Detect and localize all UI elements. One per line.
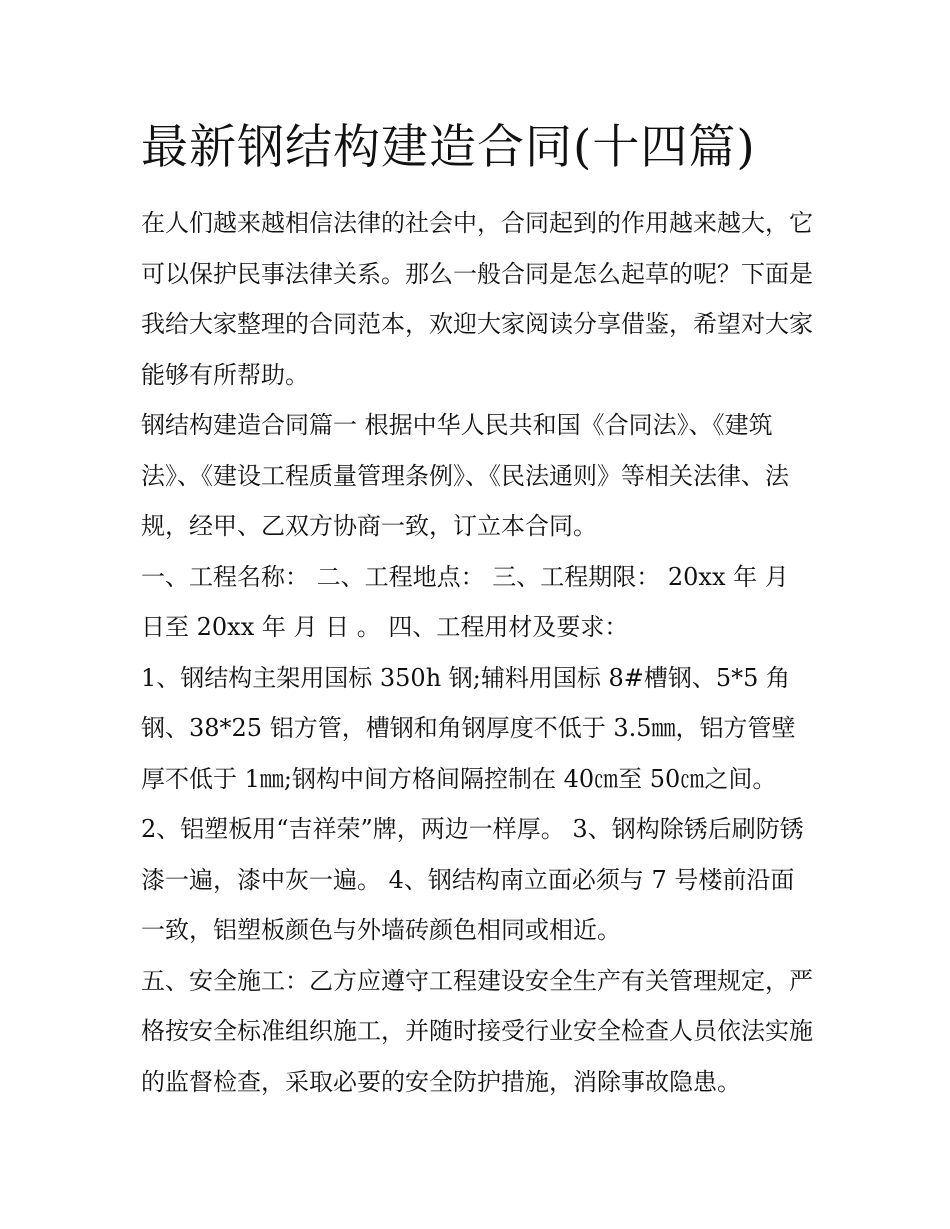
paragraph-panel-requirements: 2、铝塑板用“吉祥荣”牌，两边一样厚。 3、钢构除锈后刷防锈漆一遍，漆中灰一遍。 4、钢结构南立面必须与 7 号楼前沿面一致，铝塑板颜色与外墙砖颜色相同或相近。 [141, 815, 804, 944]
paragraph-project-info: 一、工程名称： 二、工程地点： 三、工程期限： 20xx 年 月 日至 20xx 年 月 日 。 四、工程用材及要求： [141, 562, 789, 641]
paragraph-contract-basis: 钢结构建造合同篇一 根据中华人民共和国《合同法》、《建筑法》、《建设工程质量管理条例》、《民法通则》等相关法律、法规，经甲、乙双方协商一致，订立本合同。 [141, 411, 789, 540]
paragraph-intro: 在人们越来越相信法律的社会中，合同起到的作用越来越大，它可以保护民事法律关系。那么一般合同是怎么起草的呢？下面是我给大家整理的合同范本，欢迎大家阅读分享借鉴，希望对大家能够有所帮助。 [141, 209, 813, 389]
paragraph-steel-materials: 1、钢结构主架用国标 350h 钢;辅料用国标 8#槽钢、5*5 角钢、38*25 铝方管，槽钢和角钢厚度不低于 3.5㎜，铝方管壁厚不低于 1㎜;钢构中间方格间隔控制在 40㎝至 50㎝之间。 [141, 663, 796, 793]
document-title: 最新钢结构建造合同(十四篇) [141, 120, 756, 175]
paragraph-safety-construction: 五、安全施工：乙方应遵守工程建设安全生产有关管理规定，严格按安全标准组织施工，并随时接受行业安全检查人员依法实施的监督检查，采取必要的安全防护措施，消除事故隐患。 [141, 966, 813, 1096]
document-page [141, 112, 813, 1107]
